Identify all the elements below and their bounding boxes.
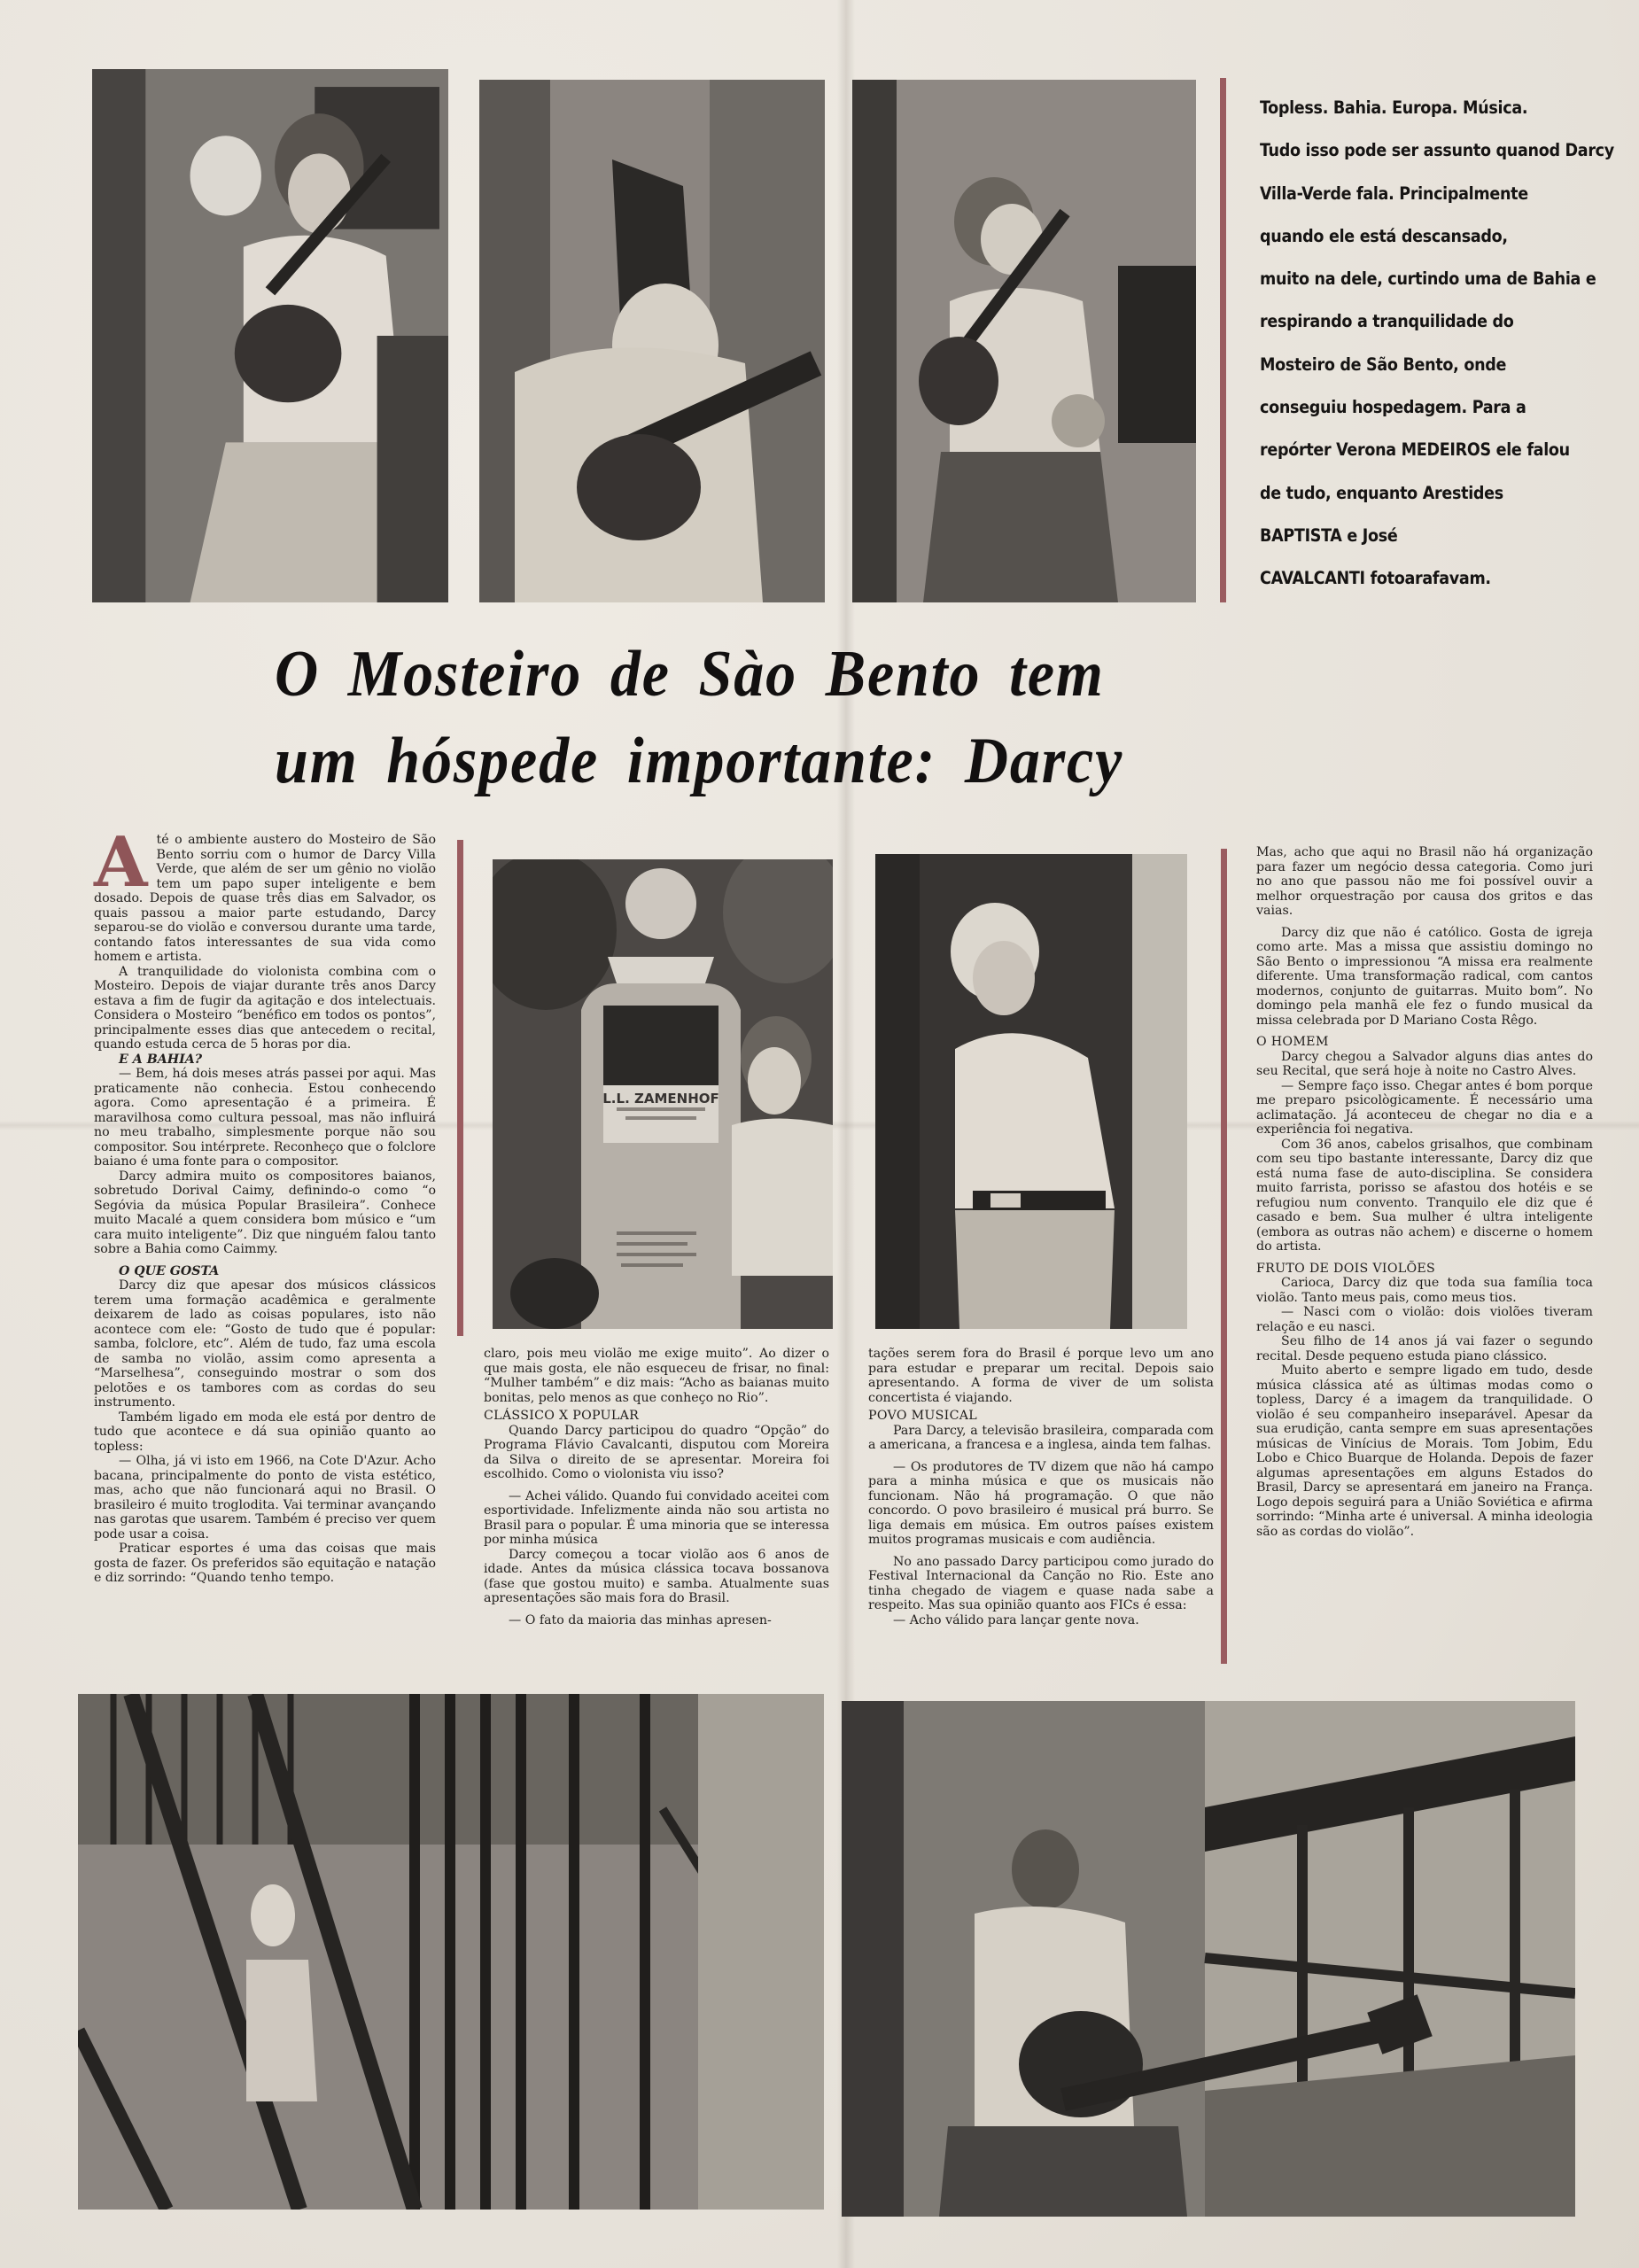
paragraph: Para Darcy, a televisão brasileira, comparada com a americana, a francesa e a inglesa, ainda tem falhas.	[868, 1423, 1214, 1452]
subheading-fruto-de-dois-violoes: FRUTO DE DOIS VIOLÕES	[1256, 1261, 1436, 1276]
headline-line-2: um hóspede importante: Darcy	[275, 725, 1124, 797]
paragraph: Com 36 anos, cabelos grisalhos, que combinam com seu tipo bastante interessante, Darcy diz que está numa fase de auto-disciplina. Se considera muito farrista, porisso se afastou dos hotéis e se refugiou num convento. Tranquilo ele diz que é casado e bem. Sua mulher é ultra inteligente (embora as outras não achem) e discerne o homem do artista.	[1256, 1137, 1593, 1254]
paragraph: Quando Darcy participou do quadro “Opção” do Programa Flávio Cavalcanti, disputou com Moreira da Silva o direito de se apresentar. Moreira foi escolhido. Como o violonista viu isso?	[484, 1423, 829, 1481]
subheading-e-a-bahia: E A BAHIA?	[119, 1052, 203, 1067]
paragraph: Darcy chegou a Salvador alguns dias antes do seu Recital, que será hoje à noite no Castro Alves.	[1256, 1049, 1593, 1078]
photo-darcy-behind-gate	[78, 1694, 824, 2210]
intro-line: repórter Verona MEDEIROS ele falou	[1260, 439, 1570, 461]
column-rule-left	[457, 840, 463, 1336]
intro-line: CAVALCANTI fotoarafavam.	[1260, 568, 1491, 589]
paragraph: claro, pois meu violão me exige muito”. Ao dizer o que mais gosta, ele não esqueceu de frisar, no final: “Mulher também” e diz mais: “Acho as baianas muito bonitas, pelo menos as que conheço no Rio”.	[484, 1347, 829, 1405]
paragraph: — Bem, há dois meses atrás passei por aqui. Mas praticamente não conhecia. Estou conhecendo agora. Como apresentação é a primeira. É maravilhosa como cultura pessoal, mas não influirá no meu trabalho, simplesmente porque não sou compositor. Sou intérprete. Reconheço que o folclore baiano é uma fonte para o compositor.	[94, 1067, 436, 1169]
article-column-4	[1256, 845, 1593, 1539]
intro-line: Villa-Verde fala. Principalmente	[1260, 183, 1528, 204]
paragraph: Seu filho de 14 anos já vai fazer o segundo recital. Desde pequeno estuda piano clássico.	[1256, 1334, 1593, 1363]
intro-line: respirando a tranquilidade do	[1260, 311, 1514, 332]
paragraph: A tranquilidade do violonista combina com o Mosteiro. Depois de viajar durante três anos Darcy estava a fim de fugir da agitação e dos intelectuais. Considera o Mosteiro “benéfico em todos os pontos”, principalmente esses dias que antecedem o recital, quando estuda cerca de 5 horas por dia.	[94, 964, 436, 1052]
paragraph: — Os produtores de TV dizem que não há campo para a minha música e que os musicais não funcionam. Não há programação. O que não concordo. O povo brasileiro é musical prá burro. Se liga demais em música. Em outros países existem muitos programas musicais e com audiência.	[868, 1459, 1214, 1547]
subheading-o-que-gosta: O QUE GOSTA	[119, 1263, 220, 1278]
intro-line: quando ele está descansado,	[1260, 225, 1508, 246]
headline-line-1: O Mosteiro de Sào Bento tem	[275, 638, 1105, 711]
subheading-povo-musical: POVO MUSICAL	[868, 1409, 977, 1423]
intro-line: conseguiu hospedagem. Para a	[1260, 397, 1526, 418]
paragraph: Darcy diz que apesar dos músicos clássicos terem uma formação acadêmica e geralmente deixarem de lado as coisas populares, isto não acontece com ele: “Gosto de tudo que é popular: samba, folclore, etc”. Além de tudo, faz uma escola de samba no violão, assim como apresenta a “Marselhesa”, conseguindo mostrar o som dos pelotões e os tambores com as cordas do seu instrumento.	[94, 1278, 436, 1410]
intro-line: Mosteiro de São Bento, onde	[1260, 353, 1507, 375]
photo-darcy-window-guitar	[842, 1701, 1575, 2217]
paragraph: Também ligado em moda ele está por dentro de tudo que acontece e dá sua opinião quanto ao topless:	[94, 1410, 436, 1454]
intro-blurb	[1260, 87, 1614, 601]
intro-line: Tudo isso pode ser assunto quanod Darcy	[1260, 140, 1614, 161]
intro-line: BAPTISTA e José	[1260, 524, 1398, 546]
drop-cap: A	[94, 822, 148, 903]
paragraph: — Sempre faço isso. Chegar antes é bom porque me preparo psicològicamente. É necessário uma aclimatação. Já aconteceu de chegar no dia e a experiência foi negativa.	[1256, 1078, 1593, 1137]
subheading-o-homem: O HOMEM	[1256, 1035, 1329, 1049]
photo-darcy-closeup-guitar	[479, 80, 825, 602]
paragraph: Darcy admira muito os compositores baianos, sobretudo Dorival Caimy, definindo-o como “o Segóvia da música Popular Brasileira”. Conhece muito Macalé a quem considera bom músico e “um cara muito inteligente”. Diz que ninguém falou tanto sobre a Bahia como Caimmy.	[94, 1169, 436, 1256]
photo-darcy-guitar-seated	[92, 69, 448, 602]
article-column-1	[94, 822, 436, 1586]
intro-line: muito na dele, curtindo uma de Bahia e	[1260, 268, 1596, 290]
paragraph: Carioca, Darcy diz que toda sua família toca violão. Tanto meus pais, como meus tios.	[1256, 1276, 1593, 1305]
paragraph: Darcy diz que não é católico. Gosta de igreja como arte. Mas a missa que assistiu domingo no São Bento o impressionou “A missa era realmente diferente. Uma transformação radical, com cantos modernos, conjunto de guitarras. Muito bom”. No domingo pela manhã ele fez o fundo musical da missa celebrada por D Mariano Costa Rêgo.	[1256, 925, 1593, 1028]
intro-rule	[1220, 78, 1226, 602]
paragraph: Darcy começou a tocar violão aos 6 anos de idade. Antes da música clássica tocava bossanova (fase que gostou muito) e samba. Atualmente suas apresentações são mais fora do Brasil.	[484, 1547, 829, 1605]
paragraph: Mas, acho que aqui no Brasil não há organização para fazer um negócio dessa categoria. Como juri no ano que passou não me foi possível ouvir a melhor orquestração por causa dos gritos e das vaias.	[1256, 845, 1593, 918]
monument-name: L.L. ZAMENHOF	[602, 1091, 719, 1107]
paragraph: Praticar esportes é uma das coisas que mais gosta de fazer. Os preferidos são equitação e natação e diz sorrindo: “Quando tenho tempo.	[94, 1542, 436, 1585]
intro-line: de tudo, enquanto Arestides	[1260, 482, 1503, 503]
paragraph: — Achei válido. Quando fui convidado aceitei com esportividade. Infelizmente ainda não sou artista no Brasil para o popular. É uma minoria que se interessa por minha música	[484, 1488, 829, 1547]
article-column-2	[484, 1347, 829, 1627]
paragraph: — Acho válido para lançar gente nova.	[893, 1612, 1139, 1627]
article-column-3	[868, 1347, 1214, 1627]
headline	[275, 631, 1301, 804]
paragraph: — Nasci com o violão: dois violões tiveram relação e eu nasci.	[1256, 1305, 1593, 1334]
photo-darcy-zamenhof-monument	[493, 859, 833, 1329]
photo-darcy-standing-doorway	[875, 854, 1187, 1329]
paragraph: Muito aberto e sempre ligado em tudo, desde música clássica até as últimas modas como o topless, Darcy é a imagem da tranquilidade. O violão é seu companheiro inseparável. Apesar da sua erudição, canta sempre em suas apresentações músicas de Vinícius de Morais. Tom Jobim, Edu Lobo e Chico Buarque de Holanda. Depois de fazer algumas apresentações em alguns Estados do Brasil, Darcy se apresentará em janeiro na França. Logo depois seguirá para a União Soviética e afirma sorrindo: “Minha arte é universal. A minha ideologia são as cordas do violão”.	[1256, 1363, 1593, 1539]
photo-darcy-playing-by-window	[852, 80, 1196, 602]
paragraph: No ano passado Darcy participou como jurado do Festival Internacional da Canção no Rio. Este ano tinha chegado de viagem e quase nada sabe a respeito. Mas sua opinião quanto aos FICs é essa:	[868, 1554, 1214, 1612]
column-rule-right	[1221, 849, 1227, 1664]
lead-paragraph: té o ambiente austero do Mosteiro de São Bento sorriu com o humor de Darcy Villa Verde, que além de ser um gênio no violão tem um papo super inteligente e bem dosado. Depois de quase três dias em Salvador, os quais passou a maior parte estudando, Darcy separou-se do violão e conversou durante uma tarde, contando fatos interessantes de sua vida como homem e artista.	[94, 833, 436, 964]
subheading-classico-x-popular: CLÁSSICO X POPULAR	[484, 1409, 640, 1423]
paragraph: — Olha, já vi isto em 1966, na Cote D'Azur. Acho bacana, principalmente do ponto de vista estético, mas, acho que não funcionará aqui no Brasil. O brasileiro é muito troglodita. Vai terminar avançando nas garotas que usarem. Também é preciso ver quem pode usar a coisa.	[94, 1454, 436, 1542]
paragraph: — O fato da maioria das minhas apresen-	[509, 1612, 772, 1627]
intro-line: Topless. Bahia. Europa. Música.	[1260, 97, 1528, 118]
paragraph: tações serem fora do Brasil é porque levo um ano para estudar e preparar um recital. Depois saio apresentando. A forma de viver de um solista concertista é viajando.	[868, 1347, 1214, 1405]
